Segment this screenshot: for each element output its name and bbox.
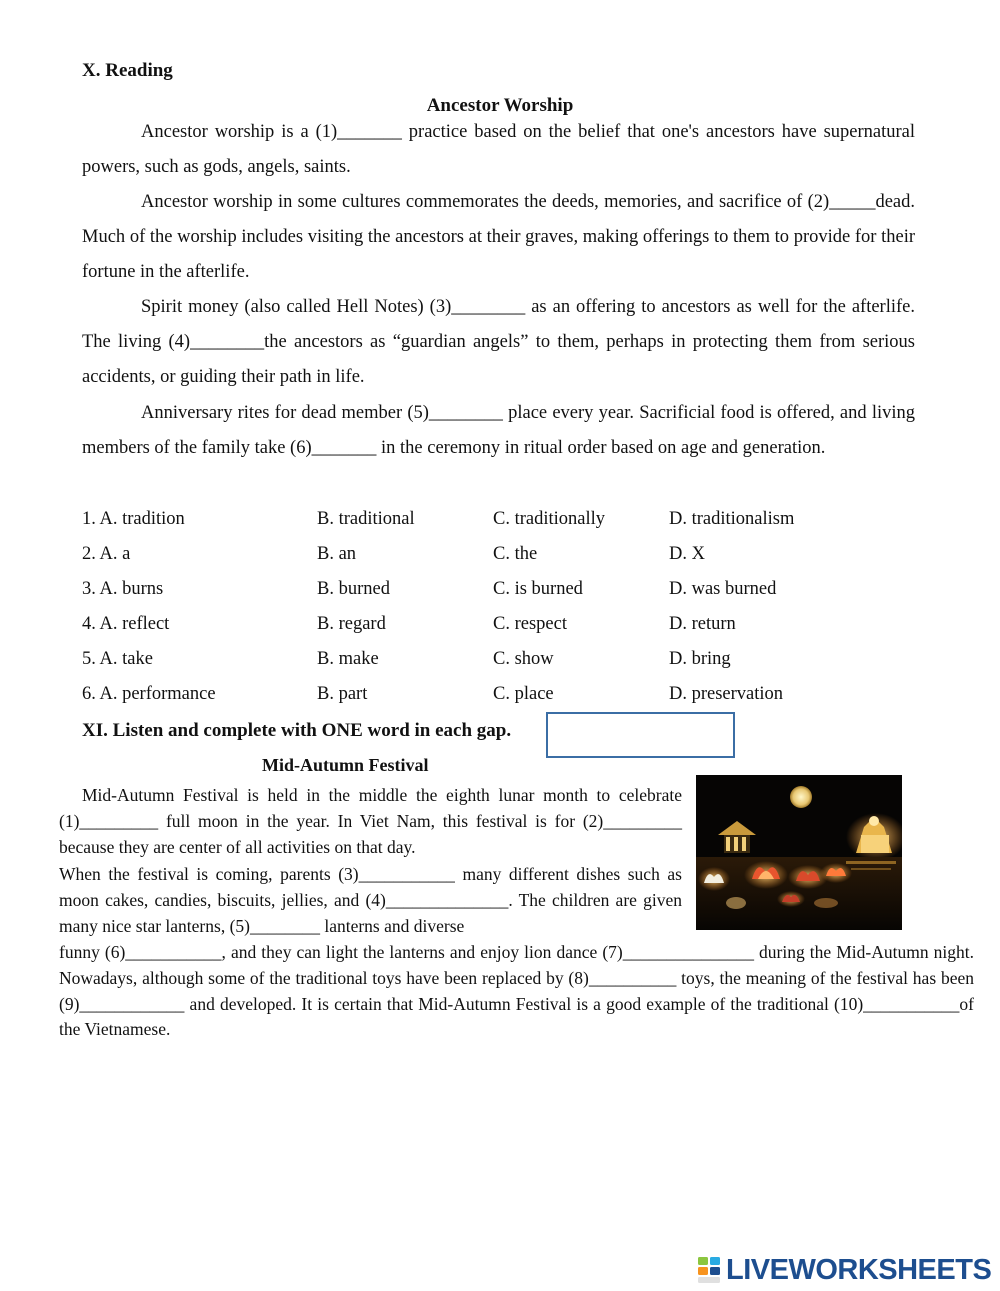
option-row-2 bbox=[82, 537, 915, 572]
festival-photo bbox=[696, 775, 902, 930]
lantern-scene-image bbox=[696, 775, 902, 930]
option-row-3 bbox=[82, 572, 915, 607]
option-6b[interactable]: B. part bbox=[317, 684, 368, 704]
option-3b[interactable]: B. burned bbox=[317, 579, 390, 599]
option-row-6 bbox=[82, 677, 915, 712]
option-2c[interactable]: C. the bbox=[493, 544, 538, 564]
listening-section-heading: XI. Listen and complete with ONE word in each gap. bbox=[82, 720, 512, 741]
audio-answer-box[interactable] bbox=[546, 712, 735, 758]
option-5d[interactable]: D. bring bbox=[669, 649, 731, 669]
option-6d[interactable]: D. preservation bbox=[669, 684, 784, 704]
option-row-4 bbox=[82, 607, 915, 642]
option-2b[interactable]: B. an bbox=[317, 544, 357, 564]
options-list bbox=[82, 502, 915, 712]
option-row-5 bbox=[82, 642, 915, 677]
liveworksheets-logo bbox=[697, 1253, 991, 1287]
option-4d[interactable]: D. return bbox=[669, 614, 736, 634]
option-3c[interactable]: C. is burned bbox=[493, 579, 583, 599]
reading-paragraph-3: Spirit money (also called Hell Notes) (3)________ as an offering to ancestors as well for the afterlife. The living (4)________the ancestors as “guardian angels” to them, perhaps in protecting them from serious accidents, or guiding their path in life. bbox=[82, 297, 915, 387]
option-1c[interactable]: C. traditionally bbox=[493, 509, 606, 529]
liveworksheets-brand-name: LIVEWORKSHEETS bbox=[726, 1253, 992, 1286]
option-3d[interactable]: D. was burned bbox=[669, 579, 777, 599]
reading-paragraph-2: Ancestor worship in some cultures commemorates the deeds, memories, and sacrifice of (2)_____dead. Much of the worship includes visiting the ancestors at their graves, making offerings to them to provide for their fortune in the afterlife. bbox=[82, 192, 915, 282]
reading-paragraph-4: Anniversary rites for dead member (5)________ place every year. Sacrificial food is offered, and living members of the family take (6)_______ in the ceremony in ritual order based on age and generation. bbox=[82, 403, 915, 458]
option-2d[interactable]: D. X bbox=[669, 544, 705, 564]
reading-section-heading: X. Reading bbox=[82, 60, 173, 81]
listening-paragraph-2: When the festival is coming, parents (3)___________ many different dishes such as moon cakes, candies, biscuits, jellies, and (4)______________. The children are given many nice star lanterns, (5)________ lanterns and diverse bbox=[59, 864, 682, 936]
option-3a[interactable]: 3. A. burns bbox=[82, 579, 164, 599]
liveworksheets-logo-icon bbox=[697, 1256, 723, 1284]
option-6c[interactable]: C. place bbox=[493, 684, 554, 704]
listening-paragraph-3: funny (6)___________, and they can light the lanterns and enjoy lion dance (7)_______________ during the Mid-Autumn night. Nowadays, although some of the traditional toys have been replaced by (8)__________ toys, the meaning of the festival has been (9)____________ and developed. It is certain that Mid-Autumn Festival is a good example of the traditional (10)___________of the Vietnamese. bbox=[59, 942, 974, 1040]
option-row-1 bbox=[82, 502, 915, 537]
option-5a[interactable]: 5. A. take bbox=[82, 649, 153, 669]
option-4b[interactable]: B. regard bbox=[317, 614, 386, 634]
option-5c[interactable]: C. show bbox=[493, 649, 554, 669]
listening-title: Mid-Autumn Festival bbox=[262, 755, 429, 775]
reading-title: Ancestor Worship bbox=[426, 95, 574, 116]
reading-paragraph-1: Ancestor worship is a (1)_______ practice based on the belief that one's ancestors have supernatural powers, such as gods, angels, saints. bbox=[82, 122, 915, 177]
option-1d[interactable]: D. traditionalism bbox=[669, 509, 795, 529]
listening-paragraph-1: Mid-Autumn Festival is held in the middle the eighth lunar month to celebrate (1)_________ full moon in the year. In Viet Nam, this festival is for (2)_________ because they are center of all activities on that day. bbox=[59, 785, 682, 857]
option-4a[interactable]: 4. A. reflect bbox=[82, 614, 170, 634]
option-5b[interactable]: B. make bbox=[317, 649, 379, 669]
option-1b[interactable]: B. traditional bbox=[317, 509, 415, 529]
option-4c[interactable]: C. respect bbox=[493, 614, 567, 634]
option-1a[interactable]: 1. A. tradition bbox=[82, 509, 185, 529]
option-2a[interactable]: 2. A. a bbox=[82, 544, 131, 564]
option-6a[interactable]: 6. A. performance bbox=[82, 684, 216, 704]
